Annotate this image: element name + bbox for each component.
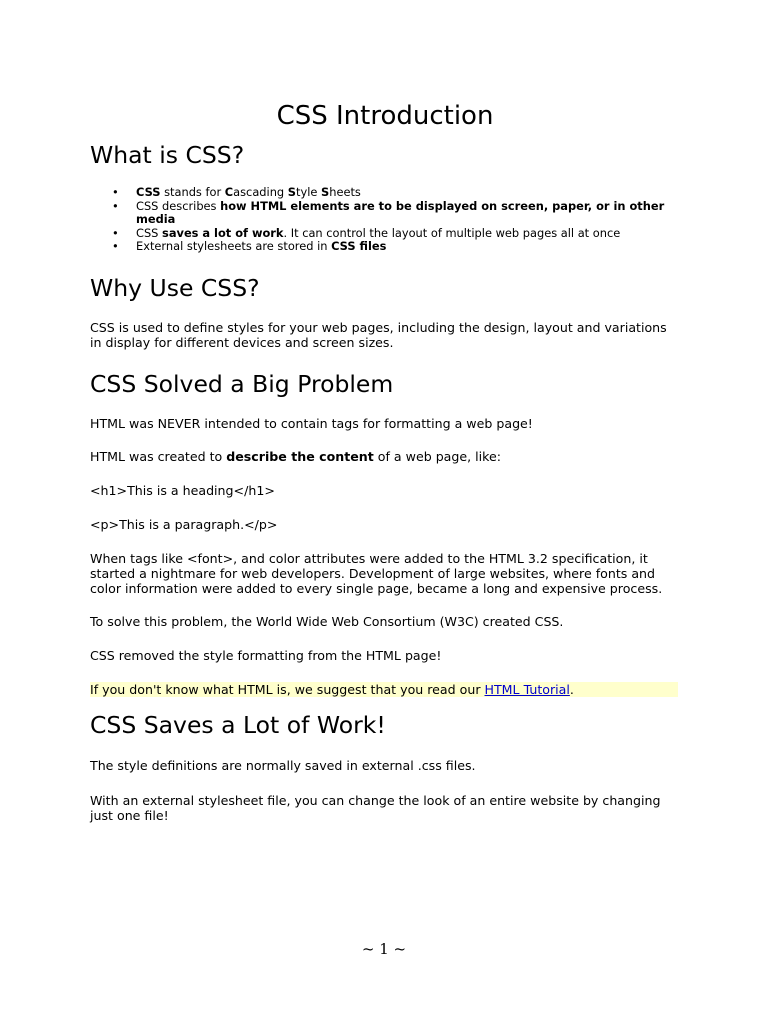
- page-number: ~ 1 ~: [361, 940, 407, 958]
- list-item: • CSS saves a lot of work. It can control the layout of multiple web pages all at once: [136, 227, 680, 241]
- paragraph: HTML was NEVER intended to contain tags for formatting a web page!: [90, 416, 533, 431]
- html-tutorial-link[interactable]: HTML Tutorial: [484, 682, 570, 697]
- heading-css-saves-work: CSS Saves a Lot of Work!: [90, 711, 386, 739]
- paragraph: With an external stylesheet file, you can change the look of an entire website by changing just one file!: [90, 793, 661, 823]
- heading-css-solved-problem: CSS Solved a Big Problem: [90, 370, 394, 398]
- list-item: • CSS describes how HTML elements are to be displayed on screen, paper, or in other media: [136, 200, 680, 227]
- paragraph: To solve this problem, the World Wide Web Consortium (W3C) created CSS.: [90, 614, 564, 629]
- heading-why-use-css: Why Use CSS?: [90, 274, 260, 302]
- highlighted-note: If you don't know what HTML is, we suggest that you read our HTML Tutorial.: [90, 682, 678, 697]
- list-item: • CSS stands for Cascading Style Sheets: [136, 186, 680, 200]
- code-example-heading: <h1>This is a heading</h1>: [90, 483, 275, 498]
- paragraph: The style definitions are normally saved in external .css files.: [90, 758, 476, 773]
- list-item: • External stylesheets are stored in CSS files: [136, 240, 680, 254]
- paragraph: CSS is used to define styles for your web pages, including the design, layout and variations in display for different devices and screen sizes.: [90, 320, 667, 350]
- page-title: CSS Introduction: [276, 101, 494, 131]
- paragraph: HTML was created to describe the content of a web page, like:: [90, 449, 501, 464]
- paragraph: CSS removed the style formatting from the HTML page!: [90, 648, 442, 663]
- heading-what-is-css: What is CSS?: [90, 141, 245, 169]
- paragraph: When tags like <font>, and color attributes were added to the HTML 3.2 specification, it started a nightmare for web developers. Development of large websites, where fonts and color information were added to every single page, became a long and expensive process.: [90, 551, 663, 596]
- code-example-paragraph: <p>This is a paragraph.</p>: [90, 517, 278, 532]
- css-bullet-list: [90, 186, 680, 254]
